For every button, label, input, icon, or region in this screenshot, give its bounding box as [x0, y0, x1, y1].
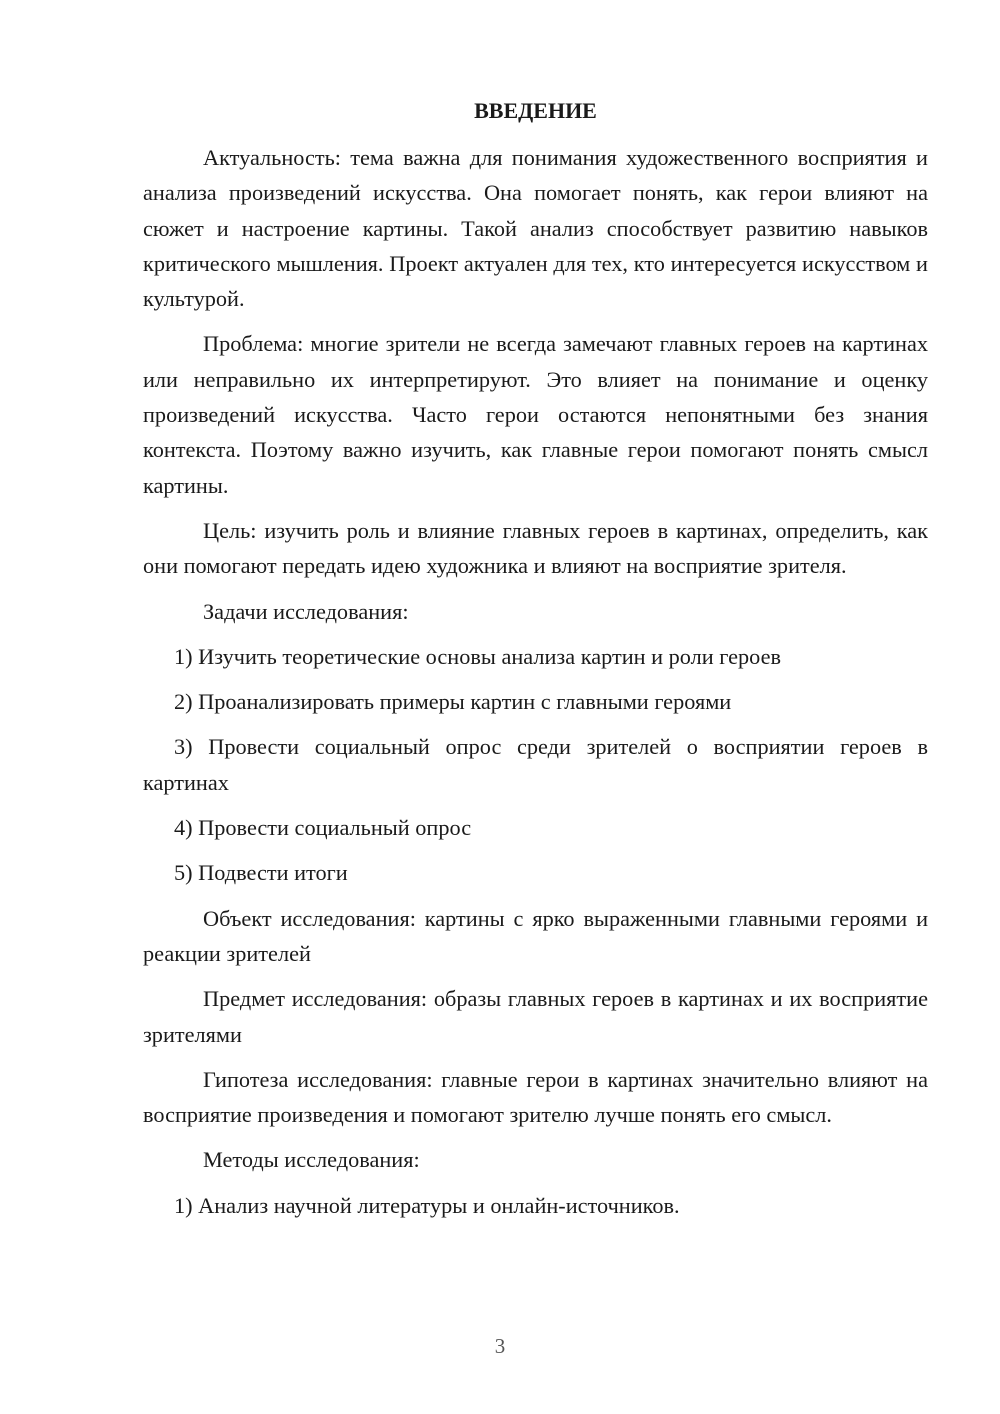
methods-label: Методы исследования: [203, 1147, 420, 1173]
section-heading: ВВЕДЕНИЕ [474, 98, 597, 123]
method-item: 1) Анализ научной литературы и онлайн-источников. [174, 1192, 680, 1218]
task-item: 5) Подвести итоги [174, 860, 348, 886]
problem-paragraph: Проблема: многие зрители не всегда замечают главных героев на картинах или неправильно их интерпретируют. Это влияет на понимание и оценку произведений искусства. Часто герои остаются непонятными без знания контекста. Поэтому важно изучить, как главные герои помогают понять смысл картины. [143, 331, 928, 498]
tasks-label: Задачи исследования: [203, 598, 409, 624]
task-item: 2) Проанализировать примеры картин с главными героями [174, 689, 732, 715]
hypothesis-paragraph: Гипотеза исследования: главные герои в картинах значительно влияют на восприятие произведения и помогают зрителю лучше понять его смысл. [143, 1066, 928, 1128]
object-paragraph: Объект исследования: картины с ярко выраженными главными героями и реакции зрителей [143, 905, 928, 966]
task-item: 1) Изучить теоретические основы анализа картин и роли героев [174, 643, 782, 669]
task-item: 3) Провести социальный опрос среди зрителей о восприятии героев в картинах [143, 734, 928, 795]
subject-paragraph: Предмет исследования: образы главных героев в картинах и их восприятие зрителями [143, 986, 928, 1047]
goal-paragraph: Цель: изучить роль и влияние главных героев в картинах, определить, как они помогают передать идею художника и влияют на восприятие зрителя. [143, 517, 928, 579]
relevance-paragraph: Актуальность: тема важна для понимания художественного восприятия и анализа произведений искусства. Она помогает понять, как герои влияют на сюжет и настроение картины. Такой анализ способствует развитию навыков критического мышления. Проект актуален для тех, кто интересуется искусством и культурой. [143, 145, 928, 312]
document-page [143, 94, 928, 1223]
page-number: 3 [494, 1334, 506, 1358]
task-item: 4) Провести социальный опрос [174, 815, 472, 841]
